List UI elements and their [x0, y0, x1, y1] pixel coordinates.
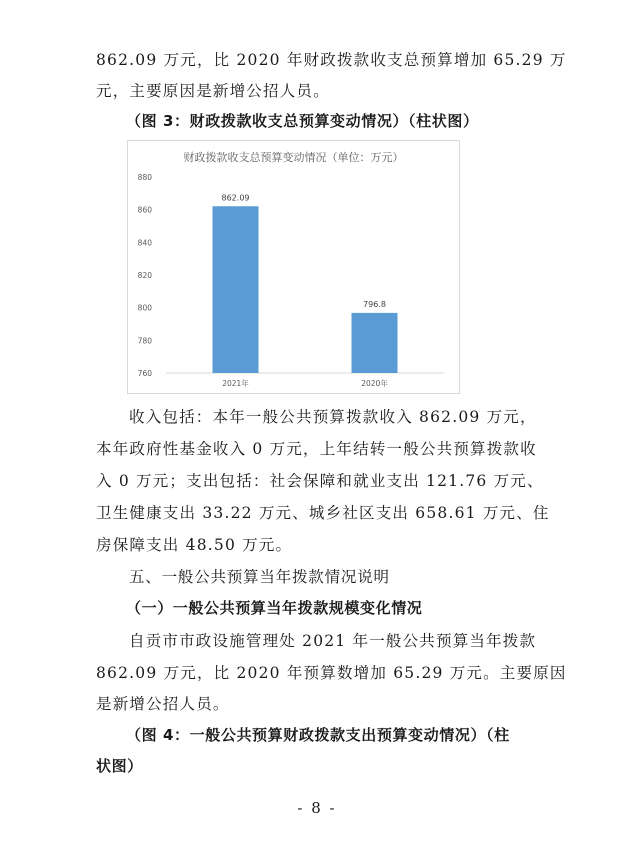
- paragraph-line: 自贡市市政设施管理处 2021 年一般公共预算当年拨款: [129, 632, 537, 650]
- bar-value-label: 862.09: [221, 193, 250, 203]
- page-number: - 8 -: [297, 799, 337, 817]
- x-category-label: 2021年: [222, 379, 249, 388]
- y-tick-label: 800: [137, 303, 152, 313]
- paragraph-line: 是新增公招人员。: [96, 695, 230, 713]
- paragraph-line: 862.09 万元，比 2020 年财政拨款收支总预算增加 65.29 万: [96, 51, 567, 69]
- y-tick-label: 860: [137, 205, 152, 215]
- paragraph-line: 本年政府性基金收入 0 万元，上年结转一般公共预算拨款收: [96, 440, 537, 458]
- y-tick-label: 880: [137, 173, 152, 182]
- bar-value-label: 796.8: [363, 299, 386, 309]
- figure4-caption-cont: 状图）: [96, 757, 143, 775]
- y-tick-label: 820: [137, 271, 152, 280]
- chart-canvas: [128, 141, 459, 393]
- bar-chart: [127, 140, 460, 394]
- bar: [352, 313, 398, 373]
- y-tick-label: 780: [137, 336, 152, 346]
- paragraph-line: 房保障支出 48.50 万元。: [96, 536, 293, 554]
- y-tick-label: 840: [137, 238, 152, 248]
- subsection-heading: （一）一般公共预算当年拨款规模变化情况: [126, 599, 423, 617]
- figure3-caption: （图 3：财政拨款收支总预算变动情况）（柱状图）: [126, 112, 479, 130]
- y-tick-label: 760: [137, 369, 152, 378]
- paragraph-line: 卫生健康支出 33.22 万元、城乡社区支出 658.61 万元、住: [96, 504, 550, 522]
- x-category-label: 2020年: [361, 379, 388, 388]
- chart-title: 财政拨款收支总预算变动情况（单位：万元）: [183, 151, 404, 164]
- section-heading: 五、一般公共预算当年拨款情况说明: [129, 568, 390, 586]
- figure4-caption: （图 4：一般公共预算财政拨款支出预算变动情况）（柱: [126, 726, 510, 744]
- paragraph-line: 收入包括：本年一般公共预算拨款收入 862.09 万元，: [129, 408, 537, 426]
- paragraph-line: 元，主要原因是新增公招人员。: [96, 82, 330, 100]
- bar: [213, 206, 259, 373]
- paragraph-line: 862.09 万元，比 2020 年预算数增加 65.29 万元。主要原因: [96, 664, 567, 682]
- paragraph-line: 入 0 万元；支出包括：社会保障和就业支出 121.76 万元、: [96, 472, 544, 490]
